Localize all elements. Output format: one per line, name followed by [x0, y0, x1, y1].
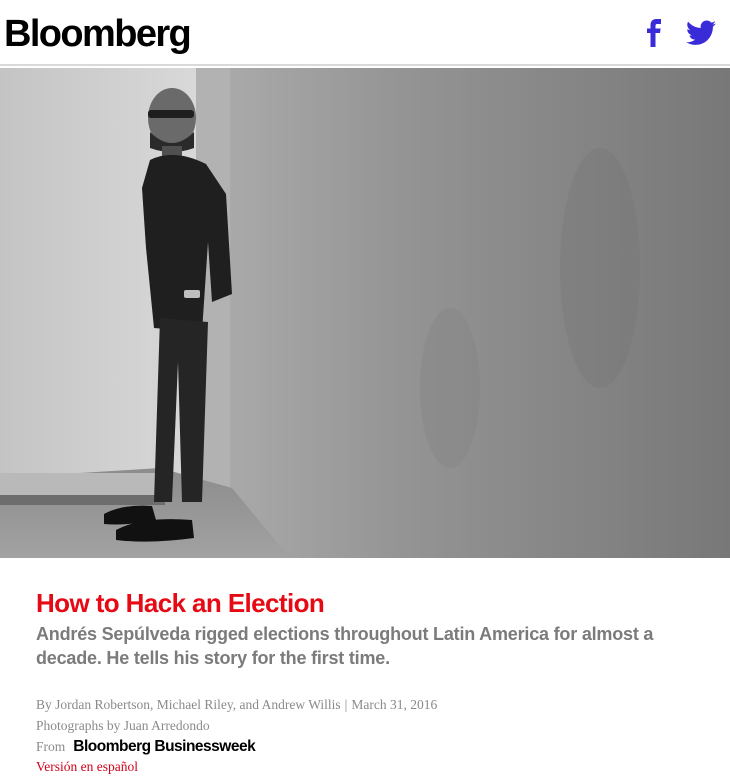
site-header: [0, 0, 730, 66]
article-meta: [36, 694, 706, 777]
byline: By Jordan Robertson, Michael Riley, and Andrew Willis: [36, 697, 341, 712]
publish-date: March 31, 2016: [351, 697, 438, 712]
from-label: From: [36, 739, 66, 754]
photo-credit: Photographs by Juan Arredondo: [36, 718, 210, 733]
hero-photo: [0, 68, 730, 558]
source-line: [36, 736, 706, 757]
facebook-icon[interactable]: [644, 19, 664, 47]
spanish-version-link[interactable]: Versión en español: [36, 759, 138, 774]
hero-photo-illustration: [0, 68, 730, 558]
byline-line: [36, 694, 706, 715]
article-dek: Andrés Sepúlveda rigged elections throughout Latin America for almost a decade. He tells his story for the first time.: [36, 624, 654, 668]
article-header: [36, 586, 706, 777]
article-headline[interactable]: How to Hack an Election: [36, 588, 325, 618]
twitter-icon[interactable]: [686, 20, 716, 46]
byline-separator: |: [344, 697, 348, 712]
businessweek-logo[interactable]: Bloomberg Businessweek: [73, 738, 256, 755]
bloomberg-logo[interactable]: Bloomberg: [4, 13, 191, 55]
social-share-bar: [644, 18, 716, 48]
